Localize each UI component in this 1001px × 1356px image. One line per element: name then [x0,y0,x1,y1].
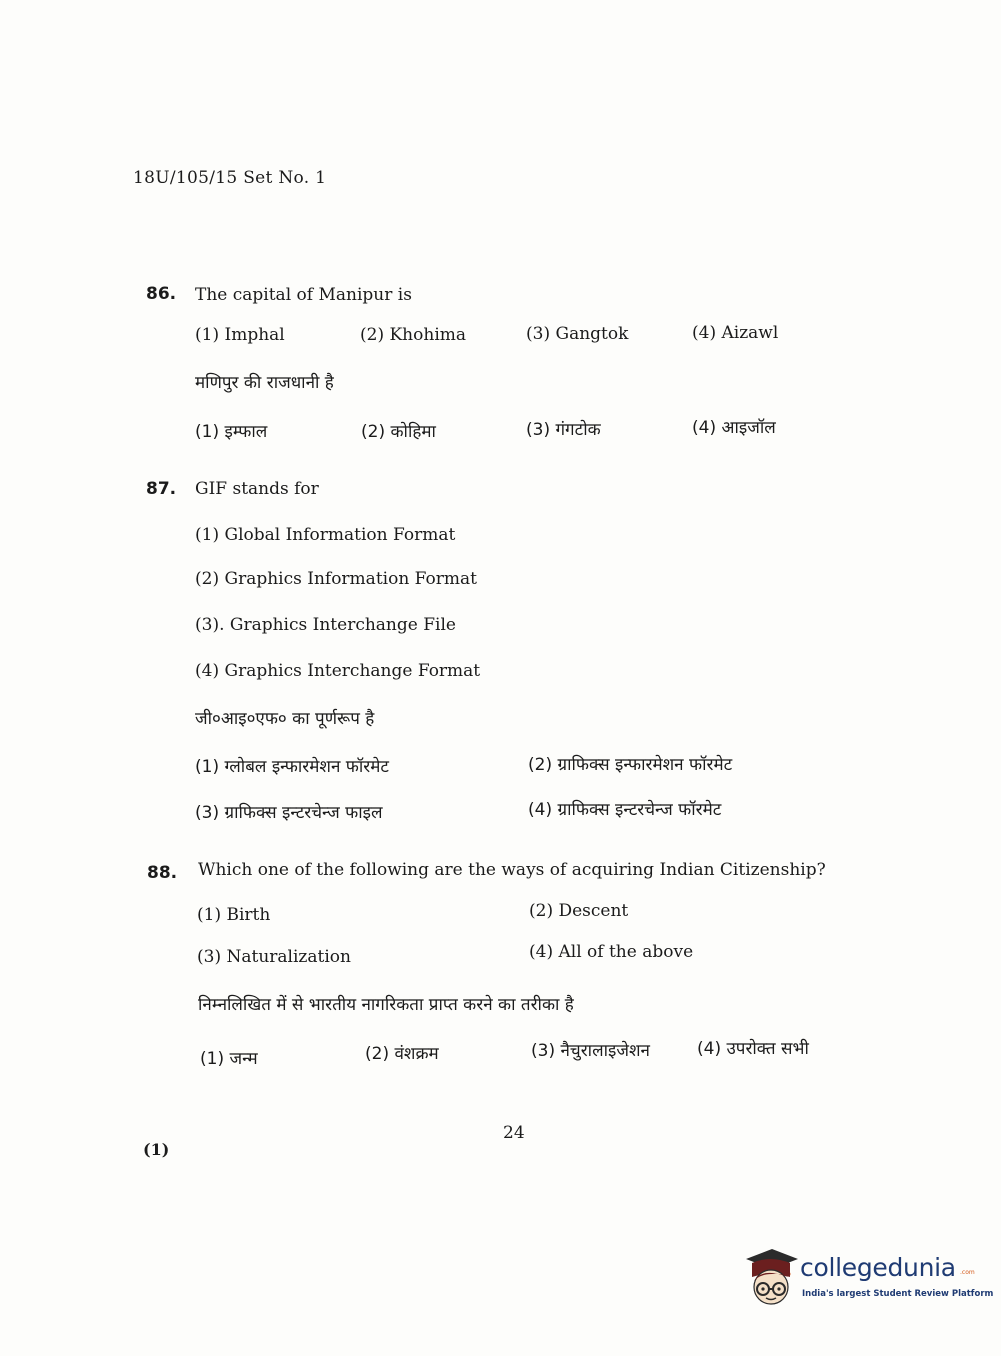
question-text-hi: जी०आइ०एफ० का पूर्णरूप है [195,709,375,729]
option-hi: (3) नैचुरालाइजेशन [531,1041,650,1061]
option-en: (1) Global Information Format [195,525,456,545]
collegedunia-logo [742,1247,994,1317]
question-text-en: GIF stands for [195,479,319,499]
page-number: 24 [503,1123,525,1143]
option-en: (4) All of the above [529,942,694,962]
question-text-en: Which one of the following are the ways of acquiring Indian Citizenship? [198,860,826,880]
option-hi: (1) ग्लोबल इन्फारमेशन फॉरमेट [195,757,389,777]
option-hi: (1) जन्म [200,1049,258,1069]
option-hi: (2) ग्राफिक्स इन्फारमेशन फॉरमेट [528,755,733,775]
option-en: (4) Aizawl [692,323,779,343]
option-en: (2) Graphics Information Format [195,569,477,589]
option-hi: (4) उपरोक्त सभी [697,1039,809,1059]
question-number: 88. [147,863,178,883]
logo-domain-suffix: .com [960,1269,975,1276]
question-text-hi: निम्नलिखित में से भारतीय नागरिकता प्राप्त करने का तरीका है [198,995,574,1015]
option-en: (4) Graphics Interchange Format [195,661,481,681]
option-hi: (4) आइजॉल [692,418,776,438]
option-en: (1) Imphal [195,325,285,345]
option-hi: (2) वंशक्रम [365,1044,439,1064]
set-number-header: 18U/105/15 Set No. 1 [133,168,327,188]
question-number: 86. [146,284,177,304]
option-hi: (3) गंगटोक [526,420,601,440]
option-hi: (3) ग्राफिक्स इन्टरचेन्ज फाइल [195,803,383,823]
question-text-hi: मणिपुर की राजधानी है [195,373,334,393]
option-en: (1) Birth [197,905,271,925]
logo-wordmark: collegedunia [800,1253,956,1282]
footer-marker: (1) [143,1140,170,1159]
option-hi: (2) कोहिमा [361,422,436,442]
mascot-icon [742,1247,800,1313]
option-en: (3). Graphics Interchange File [195,615,456,635]
option-hi: (1) इम्फाल [195,422,268,442]
option-en: (3) Gangtok [526,324,629,344]
option-en: (3) Naturalization [197,947,351,967]
question-number: 87. [146,479,177,499]
question-text-en: The capital of Manipur is [195,285,412,305]
option-en: (2) Khohima [360,325,467,345]
logo-tagline: India's largest Student Review Platform [802,1289,994,1299]
option-hi: (4) ग्राफिक्स इन्टरचेन्ज फॉरमेट [528,800,722,820]
option-en: (2) Descent [529,901,629,921]
